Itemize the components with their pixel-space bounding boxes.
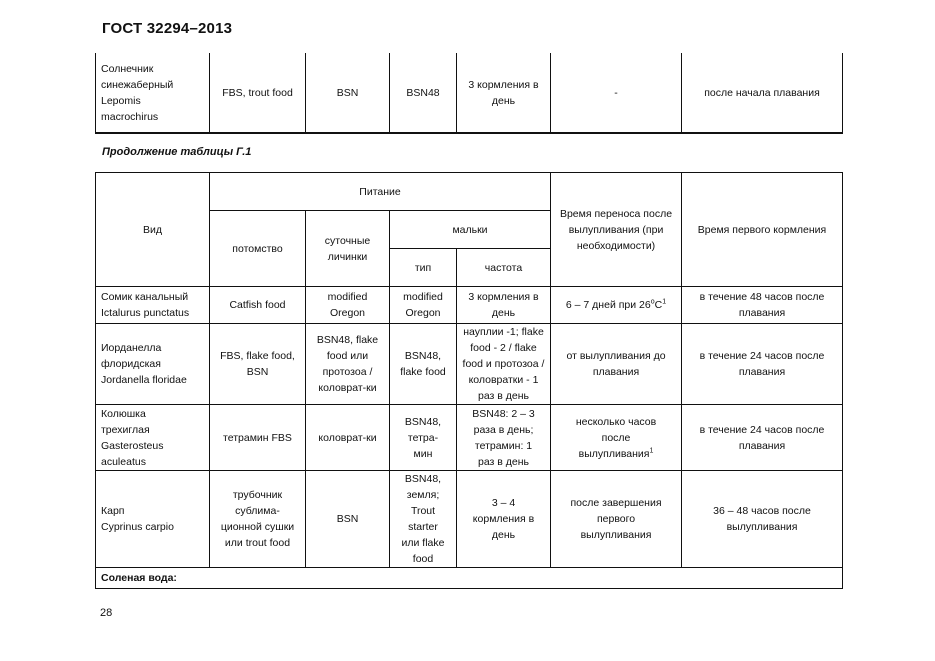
cell-transfer: -: [551, 53, 682, 133]
cell-first-feed: после начала плавания: [682, 53, 843, 133]
cell-fry-freq: 3 – 4 кормления в день: [457, 471, 551, 568]
cell-fry-type: BSN48: [390, 53, 457, 133]
cell-species: Сомик канальный Ictalurus punctatus: [96, 287, 210, 324]
cell-transfer: после завершения первого вылупливания: [551, 471, 682, 568]
section-salt-water: Соленая вода:: [96, 568, 843, 589]
document-title: ГОСТ 32294–2013: [102, 20, 233, 37]
cell-larvae: BSN: [306, 471, 390, 568]
cell-larvae: BSN: [306, 53, 390, 133]
cell-fry-freq: 3 кормления в день: [457, 53, 551, 133]
header-fry: мальки: [390, 211, 551, 249]
page-number: 28: [100, 607, 113, 619]
table-row: [96, 405, 843, 471]
cell-fry-freq: науплии -1; flake food - 2 / flake food и протозоа / коловратки - 1 раз в день: [457, 324, 551, 405]
cell-fry-type: BSN48, земля; Trout starter или flake food: [390, 471, 457, 568]
cell-fry-freq: 3 кормления в день: [457, 287, 551, 324]
header-feeding: Питание: [210, 173, 551, 211]
header-larvae: суточные личинки: [306, 211, 390, 287]
cell-first-feed: в течение 48 часов после плавания: [682, 287, 843, 324]
cell-fry-type: modified Oregon: [390, 287, 457, 324]
cell-first-feed: в течение 24 часов после плавания: [682, 405, 843, 471]
table-continuation-top: [95, 53, 843, 134]
header-offspring: потомство: [210, 211, 306, 287]
table-header-row: [96, 173, 843, 211]
cell-transfer: от вылупливания до плавания: [551, 324, 682, 405]
cell-fry-type: BSN48, тетра- мин: [390, 405, 457, 471]
cell-fry-freq: BSN48: 2 – 3 раза в день; тетрамин: 1 раз в день: [457, 405, 551, 471]
cell-species: Солнечник синежаберный Lepomis macrochirus: [96, 53, 210, 133]
cell-larvae: коловрат-ки: [306, 405, 390, 471]
cell-transfer: несколько часов после вылупливания$^1$: [551, 405, 682, 471]
cell-first-feed: 36 – 48 часов после вылупливания: [682, 471, 843, 568]
cell-larvae: BSN48, flake food или протозоа / коловрат-ки: [306, 324, 390, 405]
table-caption: Продолжение таблицы Г.1: [102, 146, 252, 158]
cell-offspring: FBS, flake food, BSN: [210, 324, 306, 405]
header-first-feed: Время первого кормления: [682, 173, 843, 287]
cell-offspring: тетрамин FBS: [210, 405, 306, 471]
table-row: [96, 287, 843, 324]
table-main: [95, 172, 843, 589]
cell-larvae: modified Oregon: [306, 287, 390, 324]
table-row: [96, 324, 843, 405]
cell-fry-type: BSN48, flake food: [390, 324, 457, 405]
table-row-section: [96, 568, 843, 589]
cell-species: Иорданелла флоридская Jordanella floridae: [96, 324, 210, 405]
cell-first-feed: в течение 24 часов после плавания: [682, 324, 843, 405]
cell-species: Карп Cyprinus carpio: [96, 471, 210, 568]
header-transfer: Время переноса после вылупливания (при необходимости): [551, 173, 682, 287]
header-fry-type: тип: [390, 249, 457, 287]
header-fry-freq: частота: [457, 249, 551, 287]
cell-transfer: 6 – 7 дней при $26^oС^1$: [551, 287, 682, 324]
header-species: Вид: [96, 173, 210, 287]
cell-offspring: трубочник сублима- ционной сушки или trout food: [210, 471, 306, 568]
table-row: [96, 53, 843, 133]
cell-offspring: FBS, trout food: [210, 53, 306, 133]
cell-species: Колюшка трехиглая Gasterosteus aculeatus: [96, 405, 210, 471]
table-row: [96, 471, 843, 568]
cell-offspring: Catfish food: [210, 287, 306, 324]
